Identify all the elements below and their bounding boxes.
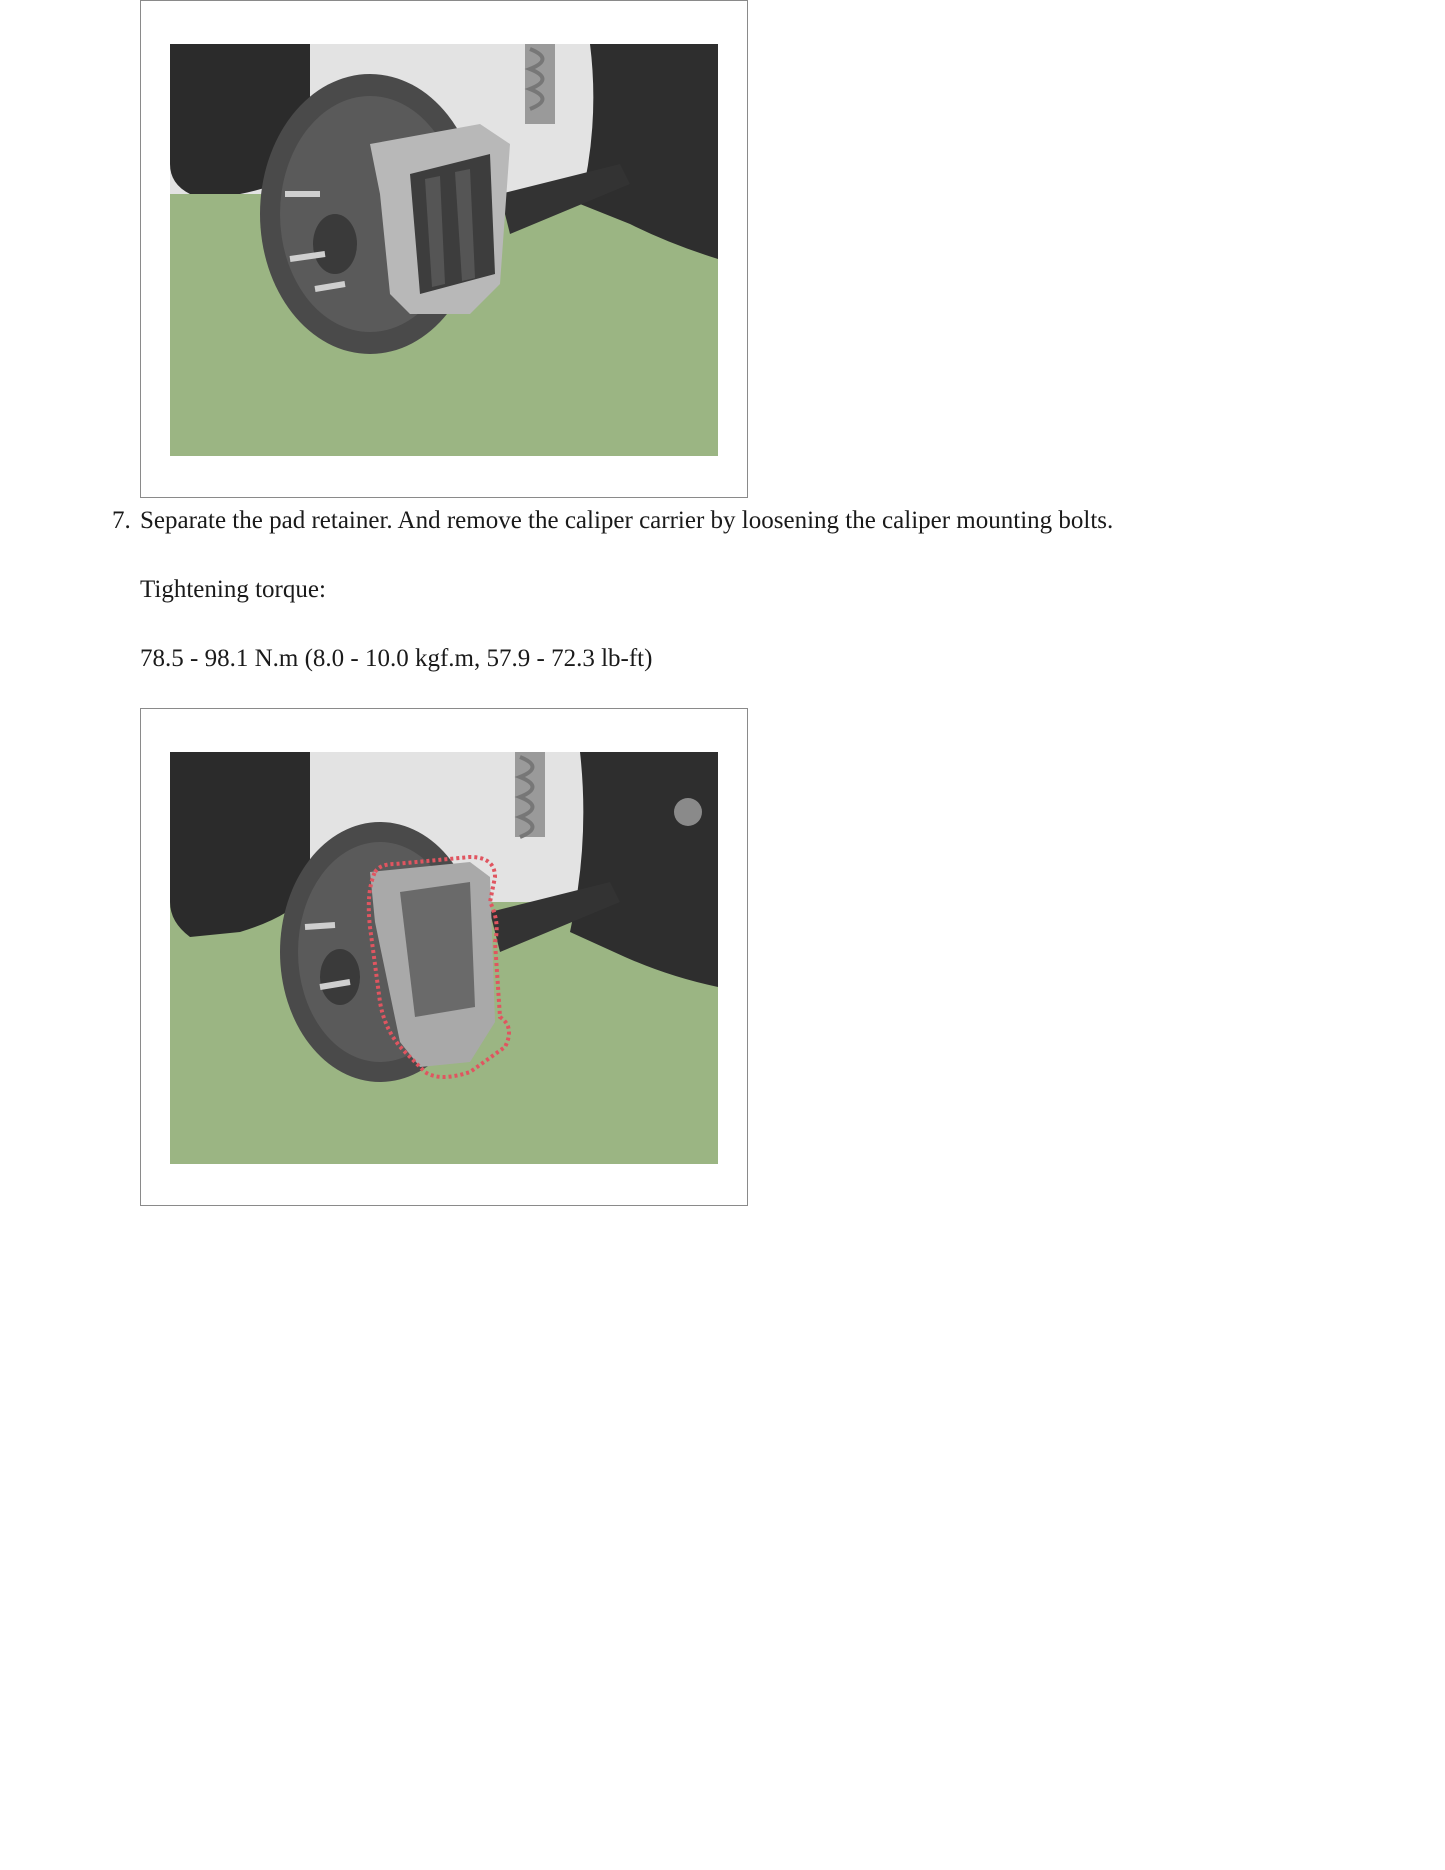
step-number: 7. <box>112 507 131 534</box>
step-text: Separate the pad retainer. And remove the caliper carrier by loosening the caliper mounting bolts. <box>140 507 1114 534</box>
tightening-torque-label: Tightening torque: <box>140 576 326 603</box>
figure-caliper-carrier <box>140 708 748 1206</box>
caliper-carrier-illustration <box>170 752 718 1164</box>
figure-caliper-assembly <box>140 0 748 498</box>
step-7 <box>112 503 1113 539</box>
caliper-assembly-illustration <box>170 44 718 456</box>
tightening-torque-value: 78.5 - 98.1 N.m (8.0 - 10.0 kgf.m, 57.9 - 72.3 lb-ft) <box>140 645 653 672</box>
